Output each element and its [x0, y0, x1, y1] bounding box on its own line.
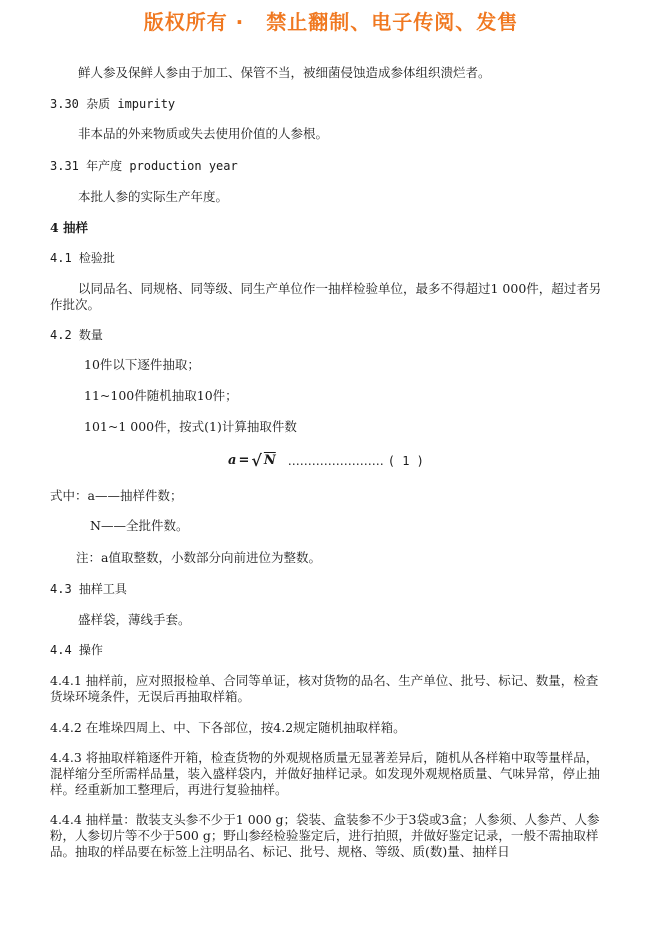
- heading-3-30: 3.30 杂质 impurity: [50, 97, 176, 111]
- heading-4: 4 抽样: [50, 220, 89, 235]
- formula-radical: √: [251, 451, 262, 470]
- formula-leader-dots: ……………………: [287, 453, 384, 468]
- para-4-4-3: 4.4.3 将抽取样箱逐件开箱，检查货物的外观规格质量无显著差异后，随机从各样箱中取等量样品，混样缩分至所需样品量，装入盛样袋内，并做好抽样记录。如发现外观规格质量、气味异常，停止抽样。经重新加工整理后，再进行复验抽样。: [50, 750, 601, 797]
- banner-part1: 版权所有 ·: [143, 10, 245, 34]
- para-4-4-1: 4.4.1 抽样前，应对照报检单、合同等单证，核对货物的品名、生产单位、批号、标记、数量，检查货垛环境条件，无误后再抽取样箱。: [50, 673, 599, 704]
- para-4-2-a: 10件以下逐件抽取；: [84, 357, 200, 372]
- formula-eq: =: [238, 453, 250, 468]
- banner-part2: 禁止翻制、电子传阅、发售: [266, 10, 519, 34]
- para-3-30: 非本品的外来物质或失去使用价值的人参根。: [78, 126, 329, 141]
- formula-1: [228, 451, 424, 470]
- para-4-2-c: 101~1 000件，按式(1)计算抽取件数: [84, 419, 297, 434]
- heading-4-1: 4.1 检验批: [50, 251, 115, 265]
- where-a: 式中：a——抽样件数；: [50, 488, 183, 503]
- formula-lhs: a: [228, 453, 237, 468]
- formula-expression: [228, 451, 276, 470]
- para-fresh-ginseng: 鲜人参及保鲜人参由于加工、保管不当，被细菌侵蚀造成参体组织溃烂者。: [78, 65, 491, 80]
- para-3-31: 本批人参的实际生产年度。: [78, 189, 229, 204]
- note: 注：a值取整数，小数部分向前进位为整数。: [76, 550, 321, 565]
- para-4-3: 盛样袋，薄线手套。: [78, 612, 191, 627]
- heading-4-2: 4.2 数量: [50, 328, 103, 342]
- heading-4-3: 4.3 抽样工具: [50, 582, 127, 596]
- formula-number: ( 1 ): [387, 453, 424, 468]
- where-n: N——全批件数。: [90, 518, 189, 533]
- para-4-1: 以同品名、同规格、同等级、同生产单位作一抽样检验单位，最多不得超过1 000件，超过者另作批次。: [50, 281, 602, 312]
- para-4-4-4: 4.4.4 抽样量：散装支头参不少于1 000 g；袋装、盒装参不少于3袋或3盒；人参须、人参芦、人参粉，人参切片等不少于500 g；野山参经检验鉴定后，进行拍照，并做好鉴定记录，一般不需抽取样品。抽取的样品要在标签上注明品名、标记、批号、规格、等级、质(数)量、抽样日: [50, 812, 600, 859]
- para-4-2-b: 11~100件随机抽取10件；: [84, 388, 238, 403]
- formula-arg: N: [263, 453, 276, 468]
- para-4-4-2: 4.4.2 在堆垛四周上、中、下各部位，按4.2规定随机抽取样箱。: [50, 720, 406, 735]
- heading-4-4: 4.4 操作: [50, 643, 103, 657]
- copyright-banner: [0, 6, 662, 35]
- heading-3-31: 3.31 年产度 production year: [50, 159, 238, 173]
